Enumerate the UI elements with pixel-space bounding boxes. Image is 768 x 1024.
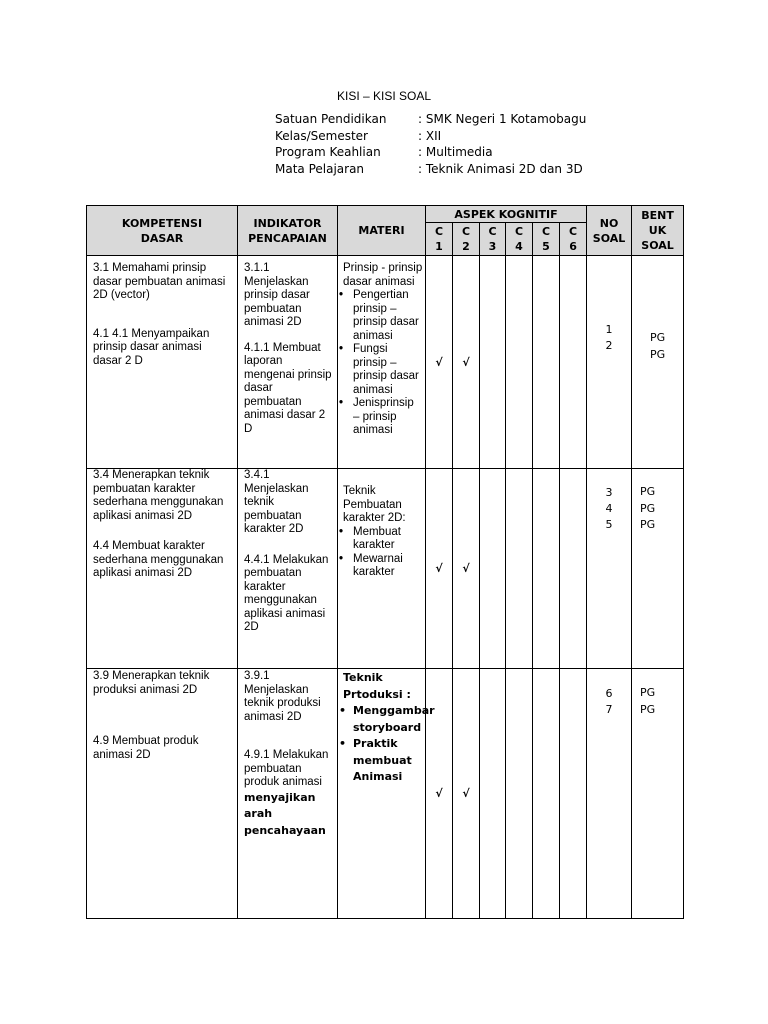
check-c5 xyxy=(533,669,560,919)
indikator-cell: 3.4.1 Menjelaskan teknik pembuatan karakter 2D 4.4.1 Melakukan pembuatan karakter menggunakan aplikasi animasi 2D xyxy=(238,469,338,669)
header-materi: MATERI xyxy=(338,206,426,256)
table-row xyxy=(87,669,684,919)
kd-cell: 3.9 Menerapkan teknik produksi animasi 2D 4.9 Membuat produk animasi 2D xyxy=(87,669,238,919)
materi-item: • Pengertian prinsip – prinsip dasar animasi xyxy=(343,289,423,343)
meta-value: : SMK Negeri 1 Kotamobagu xyxy=(418,112,587,126)
check-c2: √ xyxy=(453,256,480,469)
check-c2: √ xyxy=(453,669,480,919)
check-c2: √ xyxy=(453,469,480,669)
no-soal-cell: 6 7 xyxy=(587,669,632,919)
materi-item: • Menggambar storyboard xyxy=(343,703,423,736)
indikator-cell: 3.9.1 Menjelaskan teknik produksi animasi 2D 4.9.1 Melakukan pembuatan produk animasi menyajikan arah pencahayaan xyxy=(238,669,338,919)
table-row xyxy=(87,469,684,669)
kisi-table xyxy=(86,205,684,919)
header-c2: C 2 xyxy=(453,223,480,256)
meta-label: Kelas/Semester xyxy=(275,128,368,143)
header-c3: C 3 xyxy=(480,223,506,256)
table-row xyxy=(87,256,684,469)
header-no-soal: NO SOAL xyxy=(587,206,632,256)
header-bentuk-soal: BENT UK SOAL xyxy=(632,206,684,256)
materi-item: • Praktik membuat Animasi xyxy=(343,736,423,786)
materi-item: • Jenisprinsip – prinsip animasi xyxy=(343,397,423,438)
kd-cell: 3.1 Memahami prinsip dasar pembuatan animasi 2D (vector) 4.1 4.1 Menyampaikan prinsip dasar animasi dasar 2 D xyxy=(87,256,238,469)
no-soal-cell: 1 2 xyxy=(587,256,632,469)
materi-item: • Membuat karakter xyxy=(343,526,423,553)
meta-value: : Multimedia xyxy=(418,145,493,159)
header-indikator: INDIKATOR PENCAPAIAN xyxy=(238,206,338,256)
header-c5: C 5 xyxy=(533,223,560,256)
meta-value: : Teknik Animasi 2D dan 3D xyxy=(418,161,583,176)
bentuk-soal-cell: PG PG PG xyxy=(632,469,684,669)
header-c6: C 6 xyxy=(560,223,587,256)
check-c4 xyxy=(506,469,533,669)
check-c1: √ xyxy=(426,256,453,469)
kd-cell: 3.4 Menerapkan teknik pembuatan karakter sederhana menggunakan aplikasi animasi 2D 4.4 Membuat karakter sederhana menggunakan aplikasi animasi 2D xyxy=(87,469,238,669)
header-c1: C 1 xyxy=(426,223,453,256)
materi-item: • Fungsi prinsip – prinsip dasar animasi xyxy=(343,343,423,397)
check-c1: √ xyxy=(426,669,453,919)
indikator-extra: menyajikan arah pencahayaan xyxy=(244,790,326,837)
header-kompetensi: KOMPETENSI DASAR xyxy=(87,206,238,256)
check-c5 xyxy=(533,469,560,669)
check-c4 xyxy=(506,669,533,919)
check-c5 xyxy=(533,256,560,469)
check-c6 xyxy=(560,669,587,919)
bentuk-soal-cell: PG PG xyxy=(632,669,684,919)
meta-label: Satuan Pendidikan xyxy=(275,112,387,126)
check-c6 xyxy=(560,469,587,669)
check-c1: √ xyxy=(426,469,453,669)
materi-cell: Teknik Pembuatan karakter 2D: • Membuat karakter • Mewarnai karakter xyxy=(338,469,426,669)
check-c4 xyxy=(506,256,533,469)
check-c3 xyxy=(480,669,506,919)
bentuk-soal-cell: PG PG xyxy=(632,256,684,469)
meta-label: Program Keahlian xyxy=(275,145,381,159)
header-aspek-kognitif: ASPEK KOGNITIF xyxy=(426,206,587,223)
meta-label: Mata Pelajaran xyxy=(275,161,365,176)
materi-item: • Mewarnai karakter xyxy=(343,553,423,580)
materi-cell: Prinsip - prinsip dasar animasi • Pengertian prinsip – prinsip dasar animasi • Fungsi prinsip – prinsip dasar animasi • Jenisprinsip – prinsip animasi xyxy=(338,256,426,469)
indikator-cell: 3.1.1 Menjelaskan prinsip dasar pembuatan animasi 2D 4.1.1 Membuat laporan mengenai prinsip dasar pembuatan animasi dasar 2 D xyxy=(238,256,338,469)
materi-cell: Teknik Prtoduksi : • Menggambar storyboard • Praktik membuat Animasi xyxy=(338,669,426,919)
header-c4: C 4 xyxy=(506,223,533,256)
check-c3 xyxy=(480,256,506,469)
check-c6 xyxy=(560,256,587,469)
meta-value: : XII xyxy=(418,128,442,143)
check-c3 xyxy=(480,469,506,669)
no-soal-cell: 3 4 5 xyxy=(587,469,632,669)
